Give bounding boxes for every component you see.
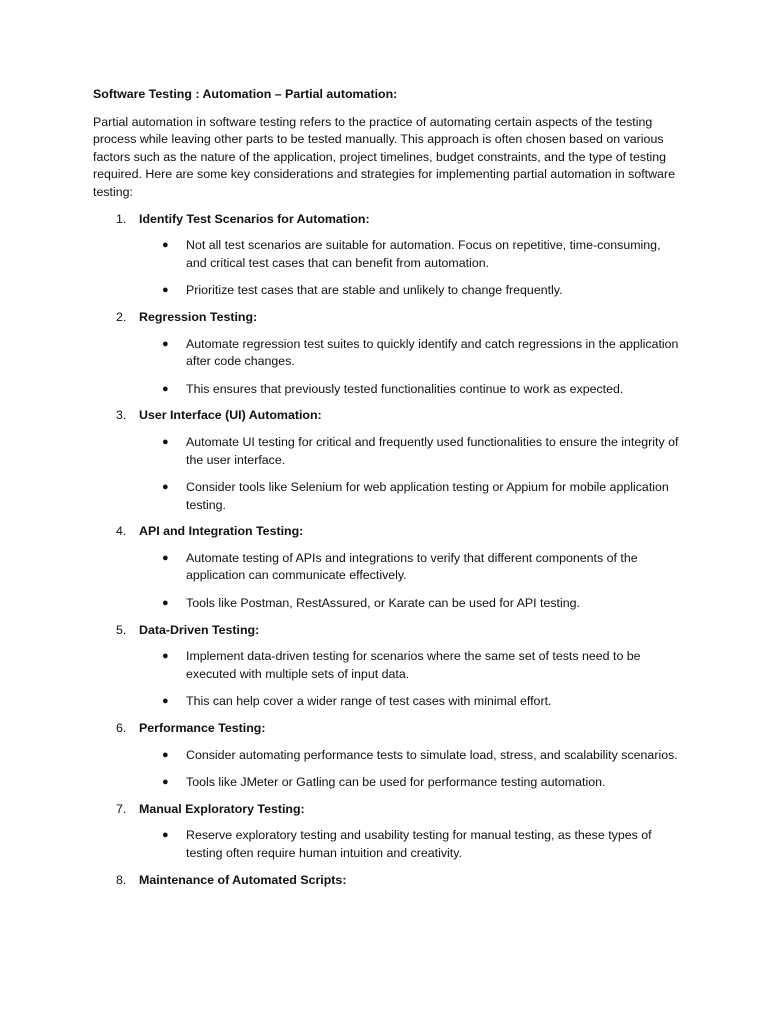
bullet-icon: ● <box>162 748 169 761</box>
section-list <box>93 211 683 890</box>
section-heading: Data-Driven Testing: <box>139 622 260 637</box>
bullet-item <box>139 282 683 300</box>
bullet-text: Automate UI testing for critical and frequently used functionalities to ensure the integrity of the user interface. <box>186 434 679 467</box>
bullet-text: Implement data-driven testing for scenarios where the same set of tests need to be executed with multiple sets of input data. <box>186 649 641 681</box>
bullet-item <box>139 827 683 862</box>
bullet-icon: ● <box>162 337 169 350</box>
bullet-icon: ● <box>162 829 169 842</box>
intro-paragraph: Partial automation in software testing refers to the practice of automating certain aspects of the testing process while leaving other parts to be tested manually. This approach is often chosen based on various factors such as the nature of the application, project timelines, budget constraints, and the type of testing required. Here are some key considerations and strategies for implementing partial automation in software testing: <box>93 114 675 199</box>
bullet-item <box>139 336 683 371</box>
bullet-icon: ● <box>162 382 169 395</box>
bullet-item <box>139 747 683 765</box>
bullet-item <box>139 693 683 711</box>
section-heading: Identify Test Scenarios for Automation: <box>139 211 370 226</box>
section-heading: User Interface (UI) Automation: <box>139 408 322 423</box>
bullet-text: Consider tools like Selenium for web application testing or Appium for mobile application testing. <box>186 480 669 512</box>
bullet-item <box>139 774 683 792</box>
bullet-text: Reserve exploratory testing and usability testing for manual testing, as these types of testing often require human intuition and creativity. <box>186 828 652 860</box>
section-item <box>93 211 683 300</box>
section-number: 5. <box>116 622 127 637</box>
bullet-item <box>139 595 683 613</box>
section-item <box>93 801 683 863</box>
bullet-list <box>139 336 683 399</box>
bullet-item <box>139 434 683 469</box>
bullet-text: This ensures that previously tested functionalities continue to work as expected. <box>186 381 624 396</box>
bullet-list <box>139 237 683 300</box>
bullet-text: Consider automating performance tests to simulate load, stress, and scalability scenarios. <box>186 747 678 762</box>
section-item <box>93 523 683 612</box>
bullet-item <box>139 550 683 585</box>
bullet-icon: ● <box>162 776 169 789</box>
bullet-text: Prioritize test cases that are stable and unlikely to change frequently. <box>186 283 563 298</box>
bullet-text: Automate testing of APIs and integrations to verify that different components of the application can communicate effectively. <box>186 550 638 583</box>
bullet-list <box>139 648 683 711</box>
bullet-item <box>139 479 683 514</box>
bullet-icon: ● <box>162 695 169 708</box>
section-heading: Manual Exploratory Testing: <box>139 801 305 816</box>
bullet-icon: ● <box>162 435 169 448</box>
section-heading: Performance Testing: <box>139 721 266 736</box>
bullet-item <box>139 237 683 272</box>
bullet-list <box>139 747 683 792</box>
section-item <box>93 309 683 398</box>
bullet-icon: ● <box>162 551 169 564</box>
bullet-text: Tools like Postman, RestAssured, or Karate can be used for API testing. <box>186 596 580 611</box>
bullet-icon: ● <box>162 284 169 297</box>
section-heading: API and Integration Testing: <box>139 524 304 539</box>
bullet-item <box>139 648 683 683</box>
section-number: 7. <box>116 801 127 816</box>
bullet-text: Tools like JMeter or Gatling can be used for performance testing automation. <box>186 775 606 790</box>
bullet-icon: ● <box>162 597 169 610</box>
bullet-text: Automate regression test suites to quickly identify and catch regressions in the application after code changes. <box>186 336 679 369</box>
section-number: 1. <box>116 211 127 226</box>
section-number: 2. <box>116 309 127 324</box>
document-title: Software Testing : Automation – Partial automation: <box>93 87 398 101</box>
section-number: 3. <box>116 408 127 423</box>
section-heading: Regression Testing: <box>139 309 258 324</box>
bullet-list <box>139 434 683 514</box>
bullet-icon: ● <box>162 239 169 252</box>
bullet-list <box>139 550 683 613</box>
section-number: 8. <box>116 872 127 887</box>
bullet-text: Not all test scenarios are suitable for automation. Focus on repetitive, time-consuming, and critical test cases that can benefit from automation. <box>186 238 661 270</box>
bullet-icon: ● <box>162 481 169 494</box>
section-item <box>93 720 683 792</box>
section-number: 6. <box>116 721 127 736</box>
bullet-text: This can help cover a wider range of test cases with minimal effort. <box>186 694 552 709</box>
section-heading: Maintenance of Automated Scripts: <box>139 872 347 887</box>
section-number: 4. <box>116 524 127 539</box>
bullet-icon: ● <box>162 650 169 663</box>
bullet-list <box>139 827 683 862</box>
section-item <box>93 622 683 711</box>
document-page <box>93 86 683 898</box>
section-item <box>93 872 683 890</box>
bullet-item <box>139 381 683 399</box>
section-item <box>93 407 683 514</box>
